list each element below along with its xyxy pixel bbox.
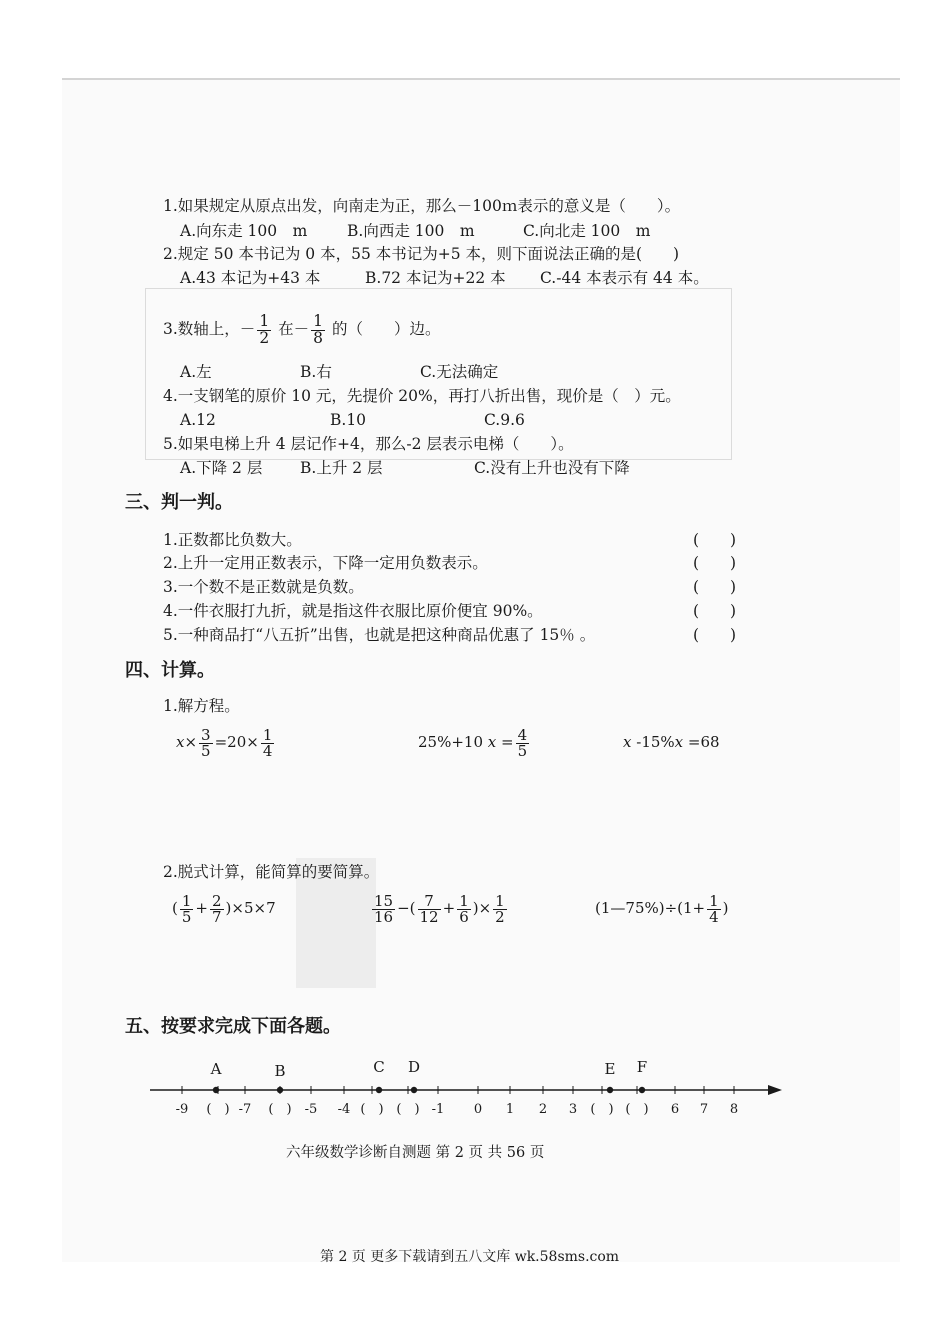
number-line-point	[376, 1087, 382, 1093]
number-line-tick-label: 0	[473, 1102, 483, 1117]
number-line-point-label: C	[373, 1058, 385, 1076]
q3-fraction-1: $\frac{1}{2}$	[259, 312, 270, 347]
q5-stem: 5.如果电梯上升 4 层记作+4，那么-2 层表示电梯（ ）。	[163, 435, 574, 453]
judge-item-3: 3.一个数不是正数就是负数。	[163, 578, 364, 596]
equation-2: 25%+10 x = $\frac{4}{5}$	[418, 725, 528, 760]
number-line-tick-label: ( )	[268, 1102, 292, 1117]
q3-option-c: C.无法确定	[420, 363, 499, 381]
solve-equations-label: 1.解方程。	[163, 697, 240, 715]
judge-answer-5[interactable]: ( )	[693, 626, 737, 644]
q5-option-b: B.上升 2 层	[300, 459, 383, 477]
page-top-edge	[62, 78, 900, 80]
q2-option-b: B.72 本记为+22 本	[365, 269, 506, 287]
number-line-point-label: D	[407, 1058, 421, 1076]
judge-answer-3[interactable]: ( )	[693, 578, 737, 596]
number-line-tick-label: -9	[175, 1102, 189, 1117]
q3-stem: 3.数轴上，－ $\frac{1}{2}$ 在－ $\frac{1}{8}$ 的（ ）边。	[163, 312, 441, 347]
number-line-arrow	[768, 1085, 782, 1095]
number-line-tick-label: 3	[568, 1102, 578, 1117]
page-footer: 六年级数学诊断自测题 第 2 页 共 56 页	[286, 1145, 545, 1161]
calc-expression-2: $\frac{15}{16}$ −( $\frac{7}{12}$ + $\frac{1}{6}$ )× $\frac{1}{2}$	[374, 891, 505, 926]
number-line-tick-label: -4	[337, 1102, 351, 1117]
number-line-tick-label: 6	[670, 1102, 680, 1117]
q1-option-b: B.向西走 100 m	[347, 222, 475, 240]
judge-answer-2[interactable]: ( )	[693, 554, 737, 572]
judge-item-2: 2.上升一定用正数表示，下降一定用负数表示。	[163, 554, 488, 572]
number-line-tick-label: ( )	[590, 1102, 614, 1117]
q4-option-c: C.9.6	[484, 411, 525, 429]
number-line-point	[411, 1087, 417, 1093]
q1-option-a: A.向东走 100 m	[180, 222, 308, 240]
q3-fraction-2: $\frac{1}{8}$	[313, 312, 324, 347]
q3-option-b: B.右	[300, 363, 332, 381]
q1-option-c: C.向北走 100 m	[523, 222, 651, 240]
number-line-tick-label: ( )	[625, 1102, 649, 1117]
number-line-point-label: B	[274, 1062, 286, 1080]
number-line-tick-label: ( )	[206, 1102, 230, 1117]
step-calc-label: 2.脱式计算，能简算的要简算。	[163, 863, 380, 881]
calc-expression-3: (1—75%)÷(1+ $\frac{1}{4}$ )	[595, 891, 729, 926]
number-line-tick-label: -7	[238, 1102, 252, 1117]
judge-item-4: 4.一件衣服打九折，就是指这件衣服比原价便宜 90%。	[163, 602, 543, 620]
judge-answer-4[interactable]: ( )	[693, 602, 737, 620]
number-line-tick-label: 1	[505, 1102, 515, 1117]
q5-option-a: A.下降 2 层	[180, 459, 263, 477]
q5-option-c: C.没有上升也没有下降	[474, 459, 630, 477]
number-line-point	[639, 1087, 645, 1093]
q4-stem: 4.一支钢笔的原价 10 元，先提价 20%，再打八折出售，现价是（ ）元。	[163, 387, 681, 405]
q3-option-a: A.左	[180, 363, 212, 381]
q2-option-c: C.-44 本表示有 44 本。	[540, 269, 709, 287]
number-line-tick-label: 2	[538, 1102, 548, 1117]
equation-3: x -15%x =68	[623, 733, 720, 751]
judge-answer-1[interactable]: ( )	[693, 531, 737, 549]
number-line-point	[213, 1087, 219, 1093]
number-line-tick-label: -1	[431, 1102, 445, 1117]
number-line-point-label: F	[636, 1058, 648, 1076]
number-line	[140, 1055, 790, 1125]
calc-expression-1: ( $\frac{1}{5}$ + $\frac{2}{7}$ )×5×7	[172, 891, 276, 926]
number-line-point	[607, 1087, 613, 1093]
q4-option-a: A.12	[180, 411, 216, 429]
q2-option-a: A.43 本记为+43 本	[180, 269, 321, 287]
number-line-tick-label: ( )	[396, 1102, 420, 1117]
number-line-point-label: E	[604, 1060, 616, 1078]
number-line-tick-label: -5	[304, 1102, 318, 1117]
number-line-tick-label: 7	[699, 1102, 709, 1117]
equation-1: x× $\frac{3}{5}$ =20× $\frac{1}{4}$	[176, 725, 273, 760]
number-line-point	[277, 1087, 283, 1093]
section3-title: 三、判一判。	[125, 492, 233, 513]
q2-stem: 2.规定 50 本书记为 0 本，55 本书记为+5 本，则下面说法正确的是( )	[163, 245, 680, 263]
section4-title: 四、计算。	[125, 660, 215, 681]
q1-stem: 1.如果规定从原点出发，向南走为正，那么－100ｍ表示的意义是（ ）。	[163, 197, 681, 215]
section5-title: 五、按要求完成下面各题。	[125, 1016, 341, 1037]
number-line-tick-label: ( )	[360, 1102, 384, 1117]
q4-option-b: B.10	[330, 411, 367, 429]
number-line-point-label: A	[210, 1060, 222, 1078]
judge-item-5: 5.一种商品打“八五折”出售，也就是把这种商品优惠了 15％ 。	[163, 626, 596, 644]
judge-item-1: 1.正数都比负数大。	[163, 531, 302, 549]
number-line-tick-label: 8	[729, 1102, 739, 1117]
download-banner: 第 2 页 更多下载请到五八文库 wk.58sms.com	[320, 1249, 620, 1265]
